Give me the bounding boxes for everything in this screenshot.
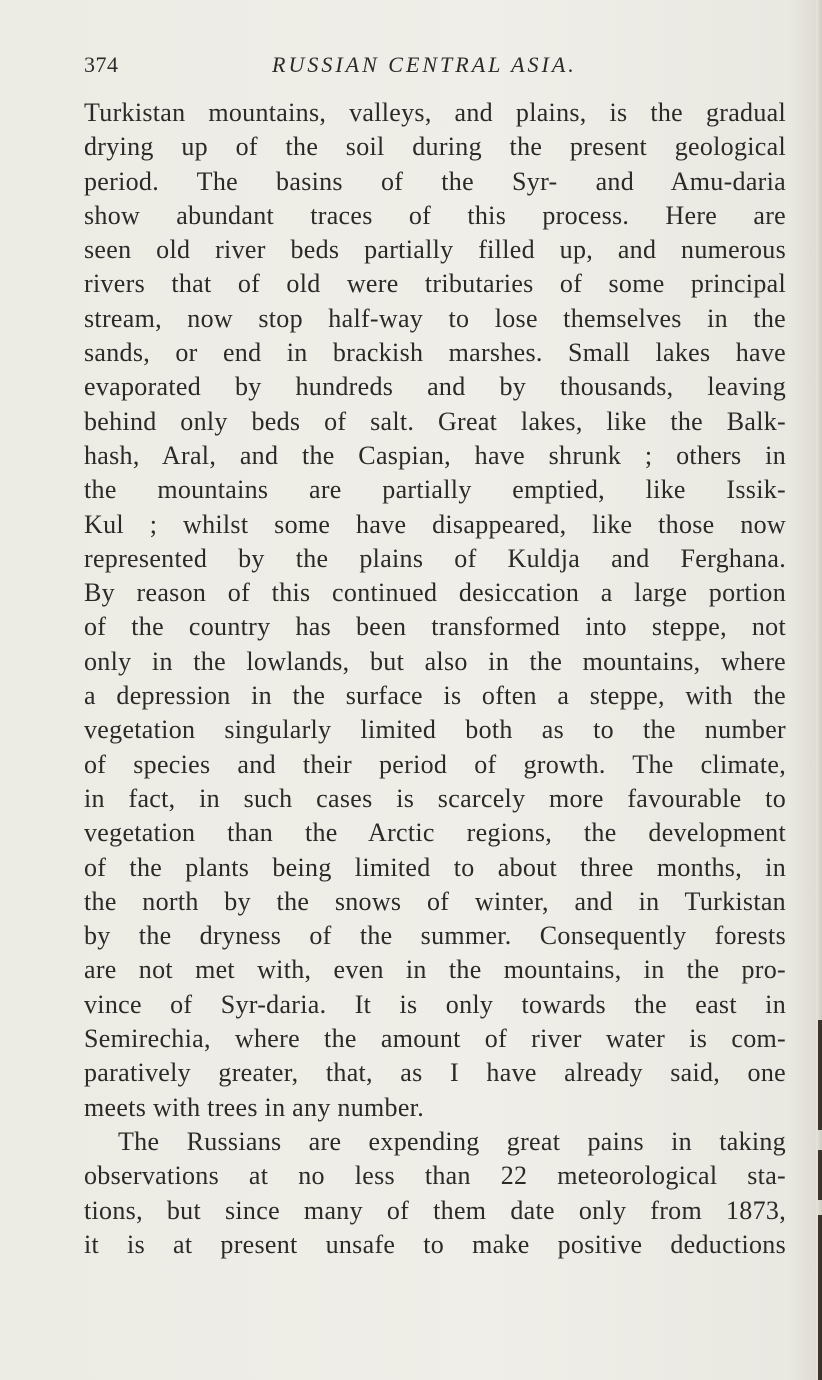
text-line: Semirechia, where the amount of river water is com- (84, 1024, 786, 1054)
running-header (84, 52, 788, 88)
page-number: 374 (84, 52, 119, 77)
text-line: vince of Syr-daria. It is only towards the east in (84, 989, 786, 1019)
text-line: Kul ; whilst some have disappeared, like those now (84, 509, 786, 539)
text-line: only in the lowlands, but also in the mountains, where (84, 646, 786, 676)
text-line: By reason of this continued desiccation a large portion (84, 578, 786, 608)
body-text (84, 96, 786, 1262)
running-title: RUSSIAN CENTRAL ASIA. (272, 52, 577, 77)
text-line: of the country has been transformed into steppe, not (84, 612, 786, 642)
text-line: paratively greater, that, as I have already said, one (84, 1058, 786, 1088)
text-line: sands, or end in brackish marshes. Small lakes have (84, 338, 786, 368)
text-line: by the dryness of the summer. Consequently forests (84, 921, 786, 951)
page-edge-mark (818, 1150, 822, 1200)
text-line: it is at present unsafe to make positive deductions (84, 1229, 786, 1259)
page-edge-mark (818, 1020, 822, 1130)
text-line: The Russians are expending great pains in taking (118, 1126, 786, 1156)
text-line: show abundant traces of this process. Here are (84, 200, 786, 230)
text-line: rivers that of old were tributaries of some principal (84, 269, 786, 299)
text-line: drying up of the soil during the present geological (84, 132, 786, 162)
text-line: represented by the plains of Kuldja and Ferghana. (84, 543, 786, 573)
text-line: of species and their period of growth. The climate, (84, 749, 786, 779)
text-line: tions, but since many of them date only from 1873, (84, 1195, 786, 1225)
text-line: period. The basins of the Syr- and Amu-daria (84, 166, 786, 196)
text-line: hash, Aral, and the Caspian, have shrunk ; others in (84, 440, 786, 470)
paragraph (84, 1125, 786, 1262)
text-line: evaporated by hundreds and by thousands, leaving (84, 372, 786, 402)
page-edge-mark (818, 1215, 822, 1380)
text-line: vegetation than the Arctic regions, the development (84, 818, 786, 848)
text-line: vegetation singularly limited both as to the number (84, 715, 786, 745)
text-line: observations at no less than 22 meteorological sta- (84, 1161, 786, 1191)
text-line: seen old river beds partially filled up, and numerous (84, 235, 786, 265)
text-line: meets with trees in any number. (84, 1092, 424, 1122)
text-line: behind only beds of salt. Great lakes, like the Balk- (84, 406, 786, 436)
text-line: a depression in the surface is often a steppe, with the (84, 681, 786, 711)
text-line: Turkistan mountains, valleys, and plains, is the gradual (84, 98, 786, 127)
text-line: the mountains are partially emptied, like Issik- (84, 475, 786, 505)
text-line: are not met with, even in the mountains, in the pro- (84, 955, 786, 985)
paragraph (84, 96, 786, 1125)
text-line: in fact, in such cases is scarcely more favourable to (84, 783, 786, 813)
text-line: stream, now stop half-way to lose themselves in the (84, 303, 786, 333)
text-line: the north by the snows of winter, and in Turkistan (84, 886, 786, 916)
text-line: of the plants being limited to about three months, in (84, 852, 786, 882)
